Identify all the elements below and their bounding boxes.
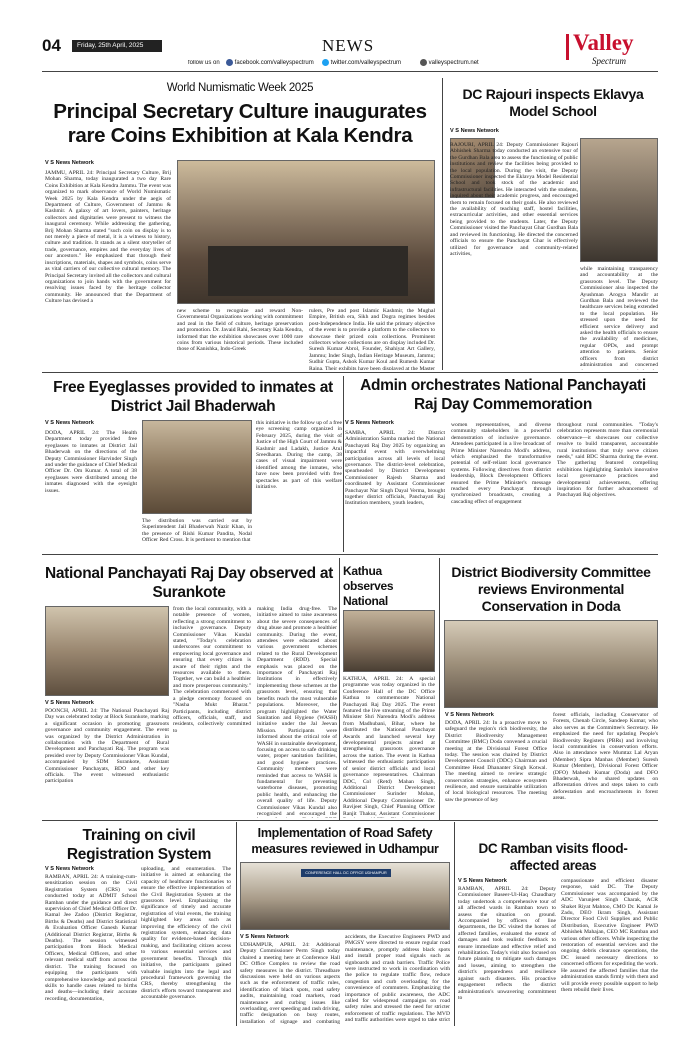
section-rule — [42, 820, 658, 821]
rajouri-photo — [580, 138, 658, 262]
article-body-col1: KATHUA, APRIL 24: A special programme was today organized in the Conference Hall of the DC Office Kathua to commemorate National Panchayati Raj Day 2025. The event featured the live streaming of the Prime Minister Shri Narendra Modi's address from Madhubani, Bihar, where he distributed the National Panchayat Awards and launched several key developmental projects aimed at strengthening grassroots governance across the nation. The event in Kathua witnessed the enthusiastic participation of senior district officials and local governance representatives. Chairman DDC, Col (Retd) Mahan Singh, Additional District Development Commissioner Surinder Mohan, Additional Deputy Commissioner Dr. Ravijeet Singh, Chief Planning Officer Ranjit Thakur, Assistant Commissioner — [343, 676, 435, 817]
article-body-col3: this initiative is the follow up of a free eye screening camp organized in February 2025, during the visit of Justice of the High Court of Jammu & Kashmir and Ladakh, Justice Atul Sreedharan. During the camp, 38 cases of visual impairment were identified among the inmates, who have now been provided with free spectacles as part of this welfare initiative. — [256, 420, 342, 491]
article-body-col3-visible: rulers, Pre and post Islamic Kashmir, the Mughal Empire, British era, Sikh and Dogra regimes besides post-Independence India. He said the primary objective of the event is to provide a platform to the collectors to showcase their prized coin collections. Prominent collectors whose collections are on display included Dr. Suresh Kumar Abrol, Founder, Shahiyat Art Gallery, Jammu; Inder Singh, Indian Heritage Museum, Jammu; Sudhir Gupta, Ashok Kumar Koul and Rumesh Kumar Raina. Their exhibits have been displayed at the Master — [309, 308, 435, 370]
article-headline: Free Eyeglasses provided to inmates at District Jail Bhaderwah — [53, 379, 333, 415]
article-headline: Principal Secretary Culture inaugurates rare Coins Exhibition at Kala Kendra — [53, 100, 427, 147]
column-divider — [454, 822, 455, 1026]
kathua-photo — [343, 610, 435, 672]
logo — [564, 30, 654, 70]
article-body-col1: UDHAMPUR, APRIL 24: Additional Deputy Commissioner Perm Singh today chaired a meeting here at Conference Hall DC Office Complex to review the road safety measures in the district. Threadbare discussions were held on various aspects such as the enforcement of traffic rules, identification of black spots, road safety audits, maintaining road markets, road maintenance and curbing issues like overloading, over speeding and rash driving, traffic designation on busy routes, installation of signage and combating — [240, 942, 340, 1024]
article-headline: Admin orchestrates National Panchayati Raj Day Commemoration — [360, 377, 646, 413]
article-body-col1: RAMBAN, APRIL 24: A training-cum-sensitization session on the Civil Registration System (CRS) was conducted today at ADMIT School Ramban under the guidance and direct supervision of Chief Medical Officer Dr. Kamal Jee Zadoo (District Registrar, Births & Deaths) and District Statistical & Evaluation Officer Ganesh Kumar (Additional District Registrar, Births & Deaths). The session witnessed participation from Block Medical Officers, Medical Officers, and other relevant medical staff from across the district. The training focused on equipping the participants with comprehensive knowledge and practical skills to handle cases related to births and deaths—including their accurate recording, documentation, — [45, 874, 137, 1002]
date-banner: Friday, 25th April, 2025 — [72, 40, 162, 52]
article-headline: Kathua observes National — [343, 564, 394, 608]
surankote-photo — [45, 606, 169, 696]
article-headline: Implementation of Road Safety measures reviewed in Udhampur — [251, 826, 439, 856]
column-divider — [339, 558, 340, 820]
twitter-icon — [322, 59, 329, 66]
article-body-col2: women representatives, and diverse community stakeholders in a powerful demonstration of inclusive governance. Attendees participated in a live broadcast of Prime Minister Narendra Modi's address, which emphasized the transformative potential of self-reliant local governance systems. Following directives from district leadership, Block Development Officers ensured the Prime Minister's message reached every Panchayat through synchronized broadcasts, creating a cascading effect of engagement — [451, 422, 551, 505]
article-body-col3: throughout rural communities. "Today's celebration represents more than ceremonial observance—it showcases our collective resolve to build transparent, accountable rural institutions that truly serve citizen needs," said BDC Sharma during the event. The gathering featured compelling exhibitions highlighting Samba's innovative local governance practices and developmental achievements, offering inspiration for further advancement of Panchayati Raj objectives. — [557, 422, 658, 499]
article-body-col1: POONCH, APRIL 24: The National Panchayati Raj Day was celebrated today at Block Surankote, marking a significant occasion in promoting grassroots governance and community engagement. The event was organized by the District Administration in collaboration with the Department of Rural Development and Panchayati Raj. The program was presided over by Deputy Commissioner Vikas Kundal, accompanied by SDM Surankote, Assistant Commissioner Panchayats, BDO and other key officials. The event witnessed enthusiastic participation — [45, 708, 169, 785]
facebook-link[interactable] — [226, 58, 336, 68]
twitter-url: twitter.com/valleyspectrum — [330, 60, 402, 66]
article-byline: V S News Network — [450, 128, 499, 134]
eyeglasses-photo — [142, 420, 252, 514]
follow-label: follow us on — [188, 60, 220, 66]
article-byline: V S News Network — [45, 160, 94, 166]
article-body-col1: JAMMU, APRIL 24: Principal Secretary Culture, Brij Mohan Sharma, today inaugurated a two day Rare Coins Exhibition at Kala Kendra Jammu. The event was organized to mark observance of World Numismatic Week 2025 by Kala Kendra under the aegis of Department of Culture, Government of Jammu & Kashmir. A galaxy of art lovers, painters, heritage collectors and dignitaries were present to witness the inaugural ceremony. While addressing the gathering, Brij Mohan Sharma stated "such coin on display is to not merely a piece of metal, it is a witness to history, culture and tradition. It stands as a silent storyteller of trade, governance, empires and the everyday lives of our ancestors." He emphasized that through their inscriptions, materials, shapes and symbols, coins serve as vital carriers of our collective cultural memory. The Principal Secretary invited all the collectors and cultural organizations to join hands with the government for resolving issues faced by the heritage collector community. He announced that the Department of Culture has devised a — [45, 170, 171, 305]
article-body-col2: accidents, the Executive Engineers PWD and PMGSY were directed to ensure regular road maintenance, promptly address black spots and install proper road signals such as signboards and crash barriers. Traffic Police were instructed to work in coordination with the police to regulate traffic flow, reduce congestion and curb overloading for the convenience of commuters. Emphasizing the importance of public awareness, the ADC called for widespread campaigns on road safety rules and stressed the need for stricter enforcement of traffic regulations. The MVD and traffic authorities were urged to take strict — [345, 934, 450, 1024]
article-body-col1: SAMBA, APRIL 24: District Administration Samba marked the National Panchayati Raj Day 2025 by organizing an impactful event with overwhelming participation across all levels of local governance. The district-level celebration, spearheaded by District Development Commissioner Rajesh Sharma and coordinated by Assistant Commissioner Panchayat Nar Singh Dayal Verma, brought together district officials, Panchayati Raj Institution members, youth leaders, — [345, 430, 445, 507]
numismatic-photo — [177, 160, 435, 304]
article-body-col1: DODA, APRIL 24: The Health Department today provided free eyeglasses to inmates at District Jail Bhaderwah on the directions of the Deputy Commissioner Harvinder Singh and under the guidance of Chief Medical Officer Dr. Om Kumar. A total of 38 eyeglasses were distributed among the inmates diagnosed with the eyesight issues. — [45, 430, 137, 494]
column-divider — [442, 78, 443, 370]
udhampur-photo — [240, 862, 450, 930]
facebook-icon — [226, 59, 233, 66]
article-byline: V S News Network — [458, 878, 507, 884]
doda-photo — [444, 620, 658, 708]
facebook-url: facebook.com/valleyspectrum — [234, 60, 314, 66]
article-headline: District Biodiversity Committee reviews Environmental Conservation in Doda — [451, 564, 651, 614]
article-headline: Training on civil Registration System — [66, 827, 212, 863]
article-body-col3: making India drug-free. The initiative aimed to raise awareness about the severe consequences of drug abuse and promote a healthier community. During the event, attendees were educated about various government schemes related to the Rural Development Department (RDD). Special emphasis was placed on the importance of Panchayati Raj Institutions in effectively implementing these schemes at the grassroots level, ensuring that benefits reach the most vulnerable populations. Moreover, the program highlighted the Water Sanitation and Hygiene (WASH) initiative under the Jal Jeevan Mission. Participants were informed about the critical role of WASH in sustainable development, focusing on access to safe drinking water, proper sanitation facilities, and good hygiene practices. Community members were reminded that access to WASH is fundamental for preventing waterborne diseases, promoting public health, and enhancing the overall quality of life. Deputy Commissioner Vikas Kundal also recognized and encouraged the — [257, 606, 337, 817]
article-body-col2: forest officials, including Conservator of Forests, Chenab Circle, Sandeep Kumar, who also serves as the Committee's Secretary. He emphasized the need for updating People's Biodiversity Registers (PBRs) and involving local communities in conservation efforts. Also in attendance were Mumtaz Lal Aryan (Member) Sipra Manhas (Member) Suresh Kumar (Member), Divisional Forest Officer (DFO) Mahesh Kumar (Doda) and DFO Bhaderwah, who shared updates on afforestation drives and steps taken to curb deforestation and encroachments in forest areas. — [553, 712, 658, 802]
article-headline: DC Ramban visits flood-affected areas — [478, 841, 628, 873]
column-divider — [236, 822, 237, 1026]
article-body-col1: DODA, APRIL 24: In a proactive move to safeguard the region's rich biodiversity, the District Biodiversity Management Committee (BMC) Doda convened a crucial meeting at the Divisional Forest Office today. The session was chaired by District Development Council (DDC) Chairman and Committee Head Dhananter Singh Kotwal. The meeting aimed to review strategic conservation strategies, enhance ecosystem resilience, and ensure sustainable utilization of local biological resources. The meeting saw the presence of key — [445, 720, 547, 803]
article-headline: DC Rajouri inspects Eklavya Model School — [462, 86, 644, 119]
article-byline: V S News Network — [345, 420, 394, 426]
article-byline: V S News Network — [240, 934, 289, 940]
article-body-col2: uploading, and enumeration. The initiative is aimed at enhancing the capacity of healthcare functionaries to ensure the effective implementation of the Civil Registration System at the grassroots level. Emphasizing the significance of timely and accurate registration of vital events, the training highlighted key areas such as improving the efficiency of the civil registration system, enhancing data quality for evidence-based decision-making, and facilitating citizen access to various essential services and government benefits. Through this initiative, the participants gained valuable insights into the legal and procedural framework governing the CRS, thereby strengthening the district's efforts toward transparent and accountable governance. — [141, 866, 231, 1001]
globe-icon — [420, 59, 427, 66]
article-body-col2: from the local community, with a notable presence of women, reflecting a strong commitment to inclusive governance. Deputy Commissioner Vikas Kundal stated, "Today's celebration underscores our commitment to empowering local governance and ensuring that every citizen is aware of their rights and the resources available to them. Together, we can build a healthier and more prosperous community." The celebration commenced with a pledge ceremony focused on "Nasha Mukt Bharat." Participants, including district officers, officials, staff, and residents, collectively committed to — [173, 606, 251, 734]
display-table — [208, 246, 408, 296]
logo-main: Valley — [573, 30, 634, 55]
article-byline: V S News Network — [45, 866, 94, 872]
section-label: NEWS — [322, 36, 375, 55]
column-divider — [439, 558, 440, 820]
logo-sub: Spectrum — [592, 56, 626, 66]
section-rule — [42, 372, 658, 373]
article-byline: V S News Network — [45, 700, 94, 706]
hall-banner: CONFERENCE HALL DC OFFICE UDHAMPUR — [301, 869, 391, 877]
article-body-col2: The distribution was carried out by Superintendent Jail Bhaderwah Nazir Khan, in the presence of Rishi Kumar Pandita, Nodal Officer Red Cross. It is pertinent to mention that — [142, 518, 252, 544]
section-rule — [42, 554, 658, 555]
page-number: 04 — [42, 36, 61, 55]
website-link[interactable] — [420, 58, 510, 68]
article-byline: V S News Network — [45, 420, 94, 426]
twitter-link[interactable] — [322, 58, 422, 68]
article-kicker: World Numismatic Week 2025 — [166, 82, 314, 94]
article-body-col1: RAJOURI, APRIL 24: Deputy Commissioner Rajouri Abhishek Sharma today conducted an extensive tour of the Gurdhan Bala area to assess the functioning of public institutions and review the facilities being provided to the local population. During the visit, the Deputy Commissioner inspected the Eklavya Model Residential School and took stock of the academic and infrastructural facilities. He interacted with the students, inquired about their academic progress, and encouraged them to remain focused on their goals. He also reviewed the availability of teaching staff, hostel facilities, extracurricular activities, and other essential services being provided to the students. Later, the Deputy Commissioner visited the Panchayat Ghar Gurdhan Bala and reviewed its functioning. He directed the concerned officials to ensure the Panchayat Ghar is effectively utilized for governance and community-related activities, — [450, 142, 578, 257]
article-body-col2: new scheme to recognize and reward Non-Governmental Organizations working with commitment and zeal in the field of culture, heritage preservation and promotion. Dr. Javaid Rahi, Secretary Kala Kendra, informed that the exhibition showcases over 1000 rare coins from various historical periods. These included those of Kanishka, Indo-Greek — [177, 308, 303, 353]
article-body-col2: compassionate and efficient disaster response, said DC. The Deputy Commissioner was accompanied by the ADC Varunjeet Singh Charak, ACR Shaket Riyat Mahtoo, CMO Dr. Kamal Je Zadu, DEO Ikram Singh, Assistant Director Food Civil Supplies and Public Distribution, Executive Engineer PWD Abhishek Mahajan, CEO MC Ramban and various other officers. While inspecting the restoration of essential services and the ongoing debris clearance operations, the DC issued necessary directions to concerned officers for expediting the work. He assured the affected families that the administration stands firmly with them and will provide every possible support to help them rebuild their lives. — [561, 878, 658, 993]
article-byline: V S News Network — [445, 712, 494, 718]
article-body-col1: RAMBAN, APRIL 24: Deputy Commissioner Baseer-Ul-Haq Chaudhary today undertook a comprehensive tour of all affected wards in Ramban town to assess the situation on ground. Accompanied by officers of line departments, the DC visited the homes of affected families, evaluated the extent of damages and took realistic feedback to ensure immediate and effective relief and rehabilitation. Today's visit also focused on future planning to mitigate such damages and losses, aiming to strengthen the district's preparedness and resilience against such disasters. His proactive engagement reflects the district administration's unwavering commitment to — [458, 886, 556, 1001]
logo-bar — [566, 34, 569, 60]
website-url: valleyspectrum.net — [428, 60, 479, 66]
article-headline: National Panchayati Raj Day observed at Surankote — [44, 565, 334, 601]
article-body-col2: while maintaining transparency and accountability at the grassroots level. The Deputy Commissioner also inspected the Ayushman Arogya Mandir at Gurdhan Bala and reviewed the healthcare services being extended to the local population. He stressed upon the need for efficient service delivery and asked the health officials to ensure the availability of medicines, regular OPDs, and prompt attention to patients. Senior officers from district administration and concerned — [580, 266, 658, 369]
masthead-rule — [42, 71, 658, 72]
column-divider — [343, 376, 344, 552]
